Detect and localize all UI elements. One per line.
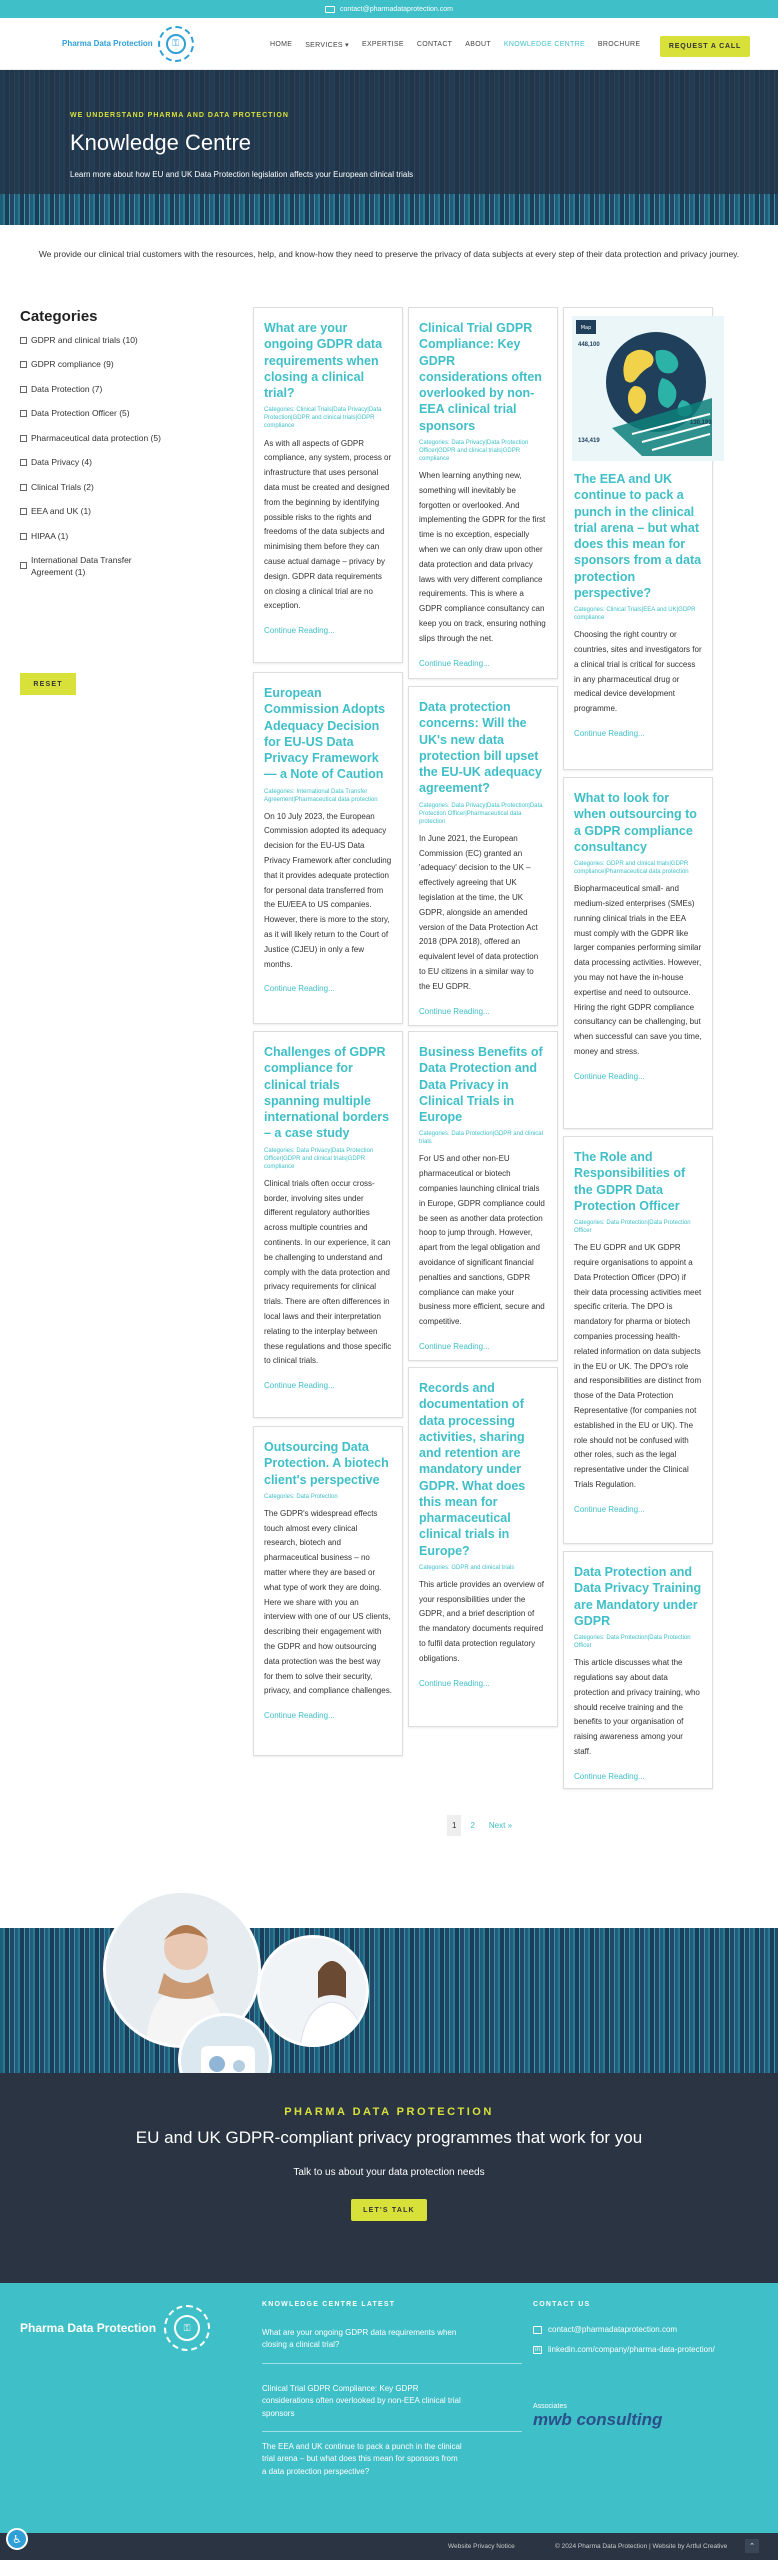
mwb-consulting-logo[interactable]: mwb consulting: [533, 2410, 663, 2429]
post-excerpt: Clinical trials often occur cross-border, involving sites under different regulatory authorities across multiple countries and continents. In our experience, it can be challenging to understand and comply with the data protection and privacy requirements for clinical trials. There are often differences in local laws and their interpretation relating to the interplay between these regulations and those specific to clinical trials.: [264, 1178, 392, 1366]
site-footer: [0, 2283, 778, 2533]
cta-section: [0, 2073, 778, 2283]
nav-knowledge-centre[interactable]: KNOWLEDGE CENTRE: [503, 41, 585, 48]
continue-reading-link[interactable]: Continue Reading...: [419, 1342, 490, 1351]
continue-reading-link[interactable]: Continue Reading...: [574, 1071, 645, 1081]
footer-linkedin-text: linkedin.com/company/pharma-data-protection/: [548, 2345, 715, 2354]
post-excerpt: Biopharmaceutical small- and medium-sized enterprises (SMEs) running clinical trials in the EEA must comply with the GDPR like larger companies performing similar data processing activities. However, you may not have the in-house expertise and need to outsource. Hiring the right GDPR compliance consultancy can be challenging, but when successful can save you time, money and stress.: [574, 884, 702, 1056]
post-card: [253, 307, 403, 663]
category-label: Data Protection Officer (5): [31, 408, 130, 419]
post-card: [408, 307, 558, 679]
post-title[interactable]: Records and documentation of data processing activities, sharing and retention are mandatory under GDPR. What does this mean for pharmaceutical clinical trials in Europe?: [419, 1381, 526, 1558]
accessibility-icon[interactable]: ♿: [6, 2528, 28, 2550]
map-figure-top-left: 448,100: [578, 342, 600, 348]
checkbox-icon: [20, 459, 27, 466]
categories-heading: Categories: [20, 308, 98, 325]
nav-services-label: SERVICES: [305, 42, 343, 49]
world-map-image: [572, 316, 724, 461]
post-title[interactable]: Clinical Trial GDPR Compliance: Key GDPR considerations often overlooked by non-EEA clinical trial sponsors: [419, 321, 542, 433]
post-excerpt: In June 2021, the European Commission (EC) granted an 'adequacy' decision to the UK – effectively agreeing that UK legislation at the time, the UK GDPR, alongside an amended version of the Data Protection Act 2018 (DPA 2018), offered an equivalent level of data protection to EU citizens in a similar way to the EU GDPR.: [419, 833, 539, 991]
footer-latest-link[interactable]: [262, 2327, 462, 2352]
checkbox-icon: [20, 361, 27, 368]
site-logo[interactable]: [62, 26, 194, 62]
footer-logo-text: Pharma Data Protection: [20, 2321, 157, 2335]
category-checkbox[interactable]: [20, 555, 170, 578]
continue-reading-link[interactable]: Continue Reading...: [419, 1006, 490, 1016]
next-page-link[interactable]: Next »: [488, 1821, 513, 1830]
post-excerpt: Choosing the right country or countries, sites and investigators for a clinical trial is critical for success in any pharmaceutical drug or medical device development programme.: [574, 630, 702, 714]
nav-services[interactable]: [305, 41, 349, 49]
post-card: [253, 1031, 403, 1418]
nav-about[interactable]: ABOUT: [465, 41, 491, 48]
category-label: Clinical Trials (2): [31, 481, 94, 492]
continue-reading-link[interactable]: Continue Reading...: [574, 728, 645, 738]
footer-gear-icon: ⚿: [164, 2305, 210, 2351]
cta-title: EU and UK GDPR-compliant privacy programmes that work for you: [135, 2128, 643, 2147]
post-categories[interactable]: Categories: Clinical Trials|EEA and UK|GDPR compliance: [574, 607, 696, 622]
post-excerpt: This article discusses what the regulations say about data protection and privacy training, who should receive training and the benefits to your organisation of raising awareness among your staff.: [574, 1658, 700, 1756]
contact-heading: CONTACT US: [533, 2301, 591, 2308]
category-label: GDPR and clinical trials (10): [31, 335, 138, 345]
continue-reading-link[interactable]: Continue Reading...: [574, 1771, 645, 1781]
top-contact-bar: [0, 0, 778, 18]
post-title[interactable]: Challenges of GDPR compliance for clinical trials spanning multiple international borders – a case study: [264, 1045, 390, 1141]
checkbox-icon: [20, 386, 27, 393]
post-card: [253, 1426, 403, 1756]
post-title[interactable]: Outsourcing Data Protection. A biotech client's perspective: [264, 1440, 389, 1487]
hero-subtitle: Learn more about how EU and UK Data Protection legislation affects your European clinical trials: [70, 170, 414, 179]
nav-contact[interactable]: CONTACT: [416, 41, 453, 48]
hero-banner: [0, 70, 778, 225]
request-call-button[interactable]: REQUEST A CALL: [660, 36, 750, 57]
category-checkbox[interactable]: [20, 457, 230, 468]
checkbox-icon: [20, 508, 27, 515]
post-excerpt: For US and other non-EU pharmaceutical or biotech companies launching clinical trials in Europe, GDPR compliance could be seen as another data protection hoop to jump through. However, apart from the legal obligation and avoidance of significant financial penalties and sanctions, GDPR compliance can make your business more efficient, secure and competitive.: [419, 1154, 545, 1327]
footer-latest-link[interactable]: [262, 2383, 462, 2420]
continue-reading-link[interactable]: Continue Reading...: [264, 626, 335, 636]
main-nav: [270, 41, 640, 49]
post-categories[interactable]: Categories: Data Protection|Data Protection Officer: [574, 1635, 691, 1650]
top-email-link[interactable]: contact@pharmadataprotection.com: [340, 5, 453, 13]
mail-icon: [325, 6, 335, 13]
map-figure-right: 130,193: [690, 420, 712, 426]
pagination: [447, 1815, 517, 1836]
reset-button[interactable]: RESET: [20, 673, 76, 695]
footer-latest-label: Clinical Trial GDPR Compliance: Key GDPR considerations often overlooked by non-EEA clinical trial sponsors: [262, 2384, 461, 2418]
continue-reading-link[interactable]: Continue Reading...: [419, 1678, 490, 1688]
post-title[interactable]: The Role and Responsibilities of the GDPR Data Protection Officer: [574, 1150, 686, 1213]
post-card: [253, 672, 403, 1024]
category-checkbox[interactable]: [20, 482, 230, 493]
category-label: EEA and UK (1): [31, 506, 92, 517]
post-categories[interactable]: Categories: International Data Transfer Agreement|Pharmaceutical data protection: [264, 788, 378, 803]
category-label: Pharmaceutical data protection (5): [31, 432, 161, 443]
continue-reading-link[interactable]: Continue Reading...: [264, 984, 335, 994]
post-categories[interactable]: Categories: Data Protection: [264, 1493, 338, 1500]
associates-block: [533, 2403, 662, 2430]
post-card: [408, 686, 558, 1026]
post-title[interactable]: The EEA and UK continue to pack a punch in the clinical trial arena – but what does this mean for sponsors from a data protection perspective?: [574, 472, 702, 600]
svg-text:Map: Map: [580, 325, 592, 331]
checkbox-icon: [20, 484, 27, 491]
logo-gear-icon: ⚿: [158, 26, 194, 62]
post-categories[interactable]: Categories: Data Privacy|Data Protection Officer|GDPR and clinical trials|GDPR compliance: [264, 1147, 374, 1170]
post-card: [408, 1031, 558, 1361]
bottom-bar: [0, 2533, 778, 2560]
nav-home[interactable]: HOME: [270, 41, 293, 48]
post-categories[interactable]: Categories: GDPR and clinical trials|GDPR compliance|Pharmaceutical data protection: [574, 861, 689, 876]
post-excerpt: This article provides an overview of your responsibilities under the GDPR, and a brief description of the mandatory documents required to fulfil data protection regulatory obligations.: [419, 1579, 544, 1663]
footer-latest-label: What are your ongoing GDPR data requirements when closing a clinical trial?: [262, 2328, 457, 2350]
post-excerpt: The GDPR's widespread effects touch almost every clinical research, biotech and pharmaceutical business – no matter where they are based or what type of work they are doing. Here we share with you an interview with one of our US clients, describing their engagement with the GDPR and how outsourcing data protection was the best way for them to solve their security, privacy, and compliance challenges.: [264, 1508, 392, 1696]
continue-reading-link[interactable]: Continue Reading...: [264, 1381, 335, 1391]
post-excerpt: On 10 July 2023, the European Commission adopted its adequacy decision for the EU-US Data Privacy Framework after concluding that it provides adequate protection for personal data transferred from the EU/EEA to US companies. However, there is more to the story, as it will likely return to the Court of Justice (CJEU) in only a few months.: [264, 811, 392, 969]
category-checkbox[interactable]: [20, 359, 230, 370]
nav-brochure[interactable]: BROCHURE: [597, 41, 641, 48]
linkedin-icon: in: [533, 2346, 542, 2354]
mail-icon: [533, 2326, 542, 2334]
post-title[interactable]: What are your ongoing GDPR data requirements when closing a clinical trial?: [264, 321, 383, 400]
post-card: [563, 307, 713, 770]
latest-heading: KNOWLEDGE CENTRE LATEST: [262, 2301, 396, 2308]
checkbox-icon: [20, 533, 27, 540]
cta-subtitle: Talk to us about your data protection needs: [293, 2167, 485, 2178]
footer-linkedin[interactable]: [533, 2345, 715, 2354]
map-figure-bottom-left: 134,419: [578, 438, 600, 444]
cta-eyebrow: PHARMA DATA PROTECTION: [284, 2106, 494, 2118]
footer-latest-label: The EEA and UK continue to pack a punch in the clinical trial arena – but what does this mean for sponsors from a data protection perspective?: [262, 2442, 462, 2476]
post-title[interactable]: Data protection concerns: Will the UK's new data protection bill upset the EU-UK adequacy agreement?: [419, 700, 542, 796]
category-label: International Data Transfer Agreement (1): [31, 555, 132, 577]
post-title[interactable]: Business Benefits of Data Protection and Data Privacy in Clinical Trials in Europe: [419, 1045, 543, 1124]
checkbox-icon: [20, 562, 27, 569]
post-categories[interactable]: Categories: Clinical Trials|Data Privacy|Data Protection|GDPR and clinical trials|GDPR compliance: [264, 407, 382, 430]
post-card: [408, 1367, 558, 1727]
category-label: Data Privacy (4): [31, 457, 92, 468]
post-card: [563, 1136, 713, 1544]
nav-expertise[interactable]: EXPERTISE: [361, 41, 404, 48]
checkbox-icon: [20, 410, 27, 417]
category-checkbox[interactable]: [20, 408, 230, 419]
post-categories[interactable]: Categories: Data Protection|GDPR and clinical trials: [419, 1131, 543, 1146]
chevron-up-icon[interactable]: ⌃: [745, 2539, 759, 2553]
post-categories[interactable]: Categories: Data Privacy|Data Protection Officer|GDPR and clinical trials|GDPR compliance: [419, 439, 529, 462]
category-checkbox[interactable]: [20, 506, 230, 517]
post-excerpt: When learning anything new, something will inevitably be forgotten or overlooked. And implementing the GDPR for the first time is no exception, especially when we can only draw upon other data protection and data privacy laws with very different compliance requirements. This is where a GDPR compliance consultancy can keep you on track, ensuring nothing slips through the net.: [419, 471, 546, 643]
hero-eyebrow: WE UNDERSTAND PHARMA AND DATA PROTECTION: [70, 112, 289, 119]
copyright: © 2024 Pharma Data Protection | Website by Artful Creative: [555, 2543, 728, 2550]
category-checkbox[interactable]: [20, 433, 230, 444]
footer-logo[interactable]: [20, 2305, 210, 2351]
category-label: Data Protection (7): [31, 383, 103, 394]
lets-talk-button[interactable]: LET'S TALK: [351, 2199, 427, 2221]
post-categories[interactable]: Categories: Data Protection|Data Protection Officer: [574, 1220, 691, 1235]
post-title[interactable]: European Commission Adopts Adequacy Decision for EU-US Data Privacy Framework — a Note of Caution: [264, 686, 386, 782]
intro-text: We provide our clinical trial customers with the resources, help, and know-how they need to preserve the privacy of data subjects at every step of their data protection and privacy journey.: [38, 249, 740, 259]
category-checkbox[interactable]: [20, 384, 230, 395]
category-label: HIPAA (1): [31, 530, 69, 541]
category-checkbox[interactable]: [20, 335, 230, 346]
continue-reading-link[interactable]: Continue Reading...: [264, 1711, 335, 1721]
post-excerpt: As with all aspects of GDPR compliance, any system, process or infrastructure that uses personal data must be created and designed from the beginning by identifying possible risks to the rights and freedoms of the data subjects and minimising them before they can cause actual damage – privacy by design. GDPR data requirements on closing a clinical trial are no exception.: [264, 438, 392, 611]
category-checkbox[interactable]: [20, 531, 230, 542]
logo-text: Pharma Data Protection: [62, 39, 153, 48]
continue-reading-link[interactable]: Continue Reading...: [574, 1504, 645, 1514]
checkbox-icon: [20, 435, 27, 442]
privacy-notice-link[interactable]: Website Privacy Notice: [448, 2543, 515, 2550]
post-title[interactable]: What to look for when outsourcing to a GDPR compliance consultancy: [574, 791, 697, 854]
post-card: [563, 1551, 713, 1789]
page-title: Knowledge Centre: [70, 130, 252, 155]
footer-email[interactable]: [533, 2325, 677, 2334]
checkbox-icon: [20, 337, 27, 344]
footer-latest-link[interactable]: [262, 2441, 462, 2478]
lab-photo: [257, 1935, 369, 2047]
post-card: [563, 777, 713, 1129]
post-categories[interactable]: Categories: GDPR and clinical trials: [419, 1564, 515, 1571]
post-excerpt: The EU GDPR and UK GDPR require organisations to appoint a Data Protection Officer (DPO) if their data processing activities meet specific criteria. The DPO is mandatory for pharma or biotech companies processing health-related information on data subjects in the EU or UK. The DPO's role and responsibilities are distinct from those of the Data Protection Representative (for companies not established in the EU or UK). The role should not be confused with other roles, such as the legal representative under the Clinical Trials Regulation.: [574, 1243, 702, 1489]
page-1[interactable]: 1: [447, 1815, 461, 1836]
page-2[interactable]: 2: [470, 1821, 475, 1830]
categories-filter: [20, 308, 230, 591]
category-label: GDPR compliance (9): [31, 359, 114, 370]
associates-label: Associates: [533, 2403, 567, 2410]
post-categories[interactable]: Categories: Data Privacy|Data Protection|Data Protection Officer|Pharmaceutical data protection: [419, 802, 543, 825]
footer-email-text: contact@pharmadataprotection.com: [548, 2325, 678, 2334]
chevron-down-icon: ▾: [345, 42, 349, 49]
post-title[interactable]: Data Protection and Data Privacy Training are Mandatory under GDPR: [574, 1565, 702, 1628]
continue-reading-link[interactable]: Continue Reading...: [419, 658, 490, 668]
